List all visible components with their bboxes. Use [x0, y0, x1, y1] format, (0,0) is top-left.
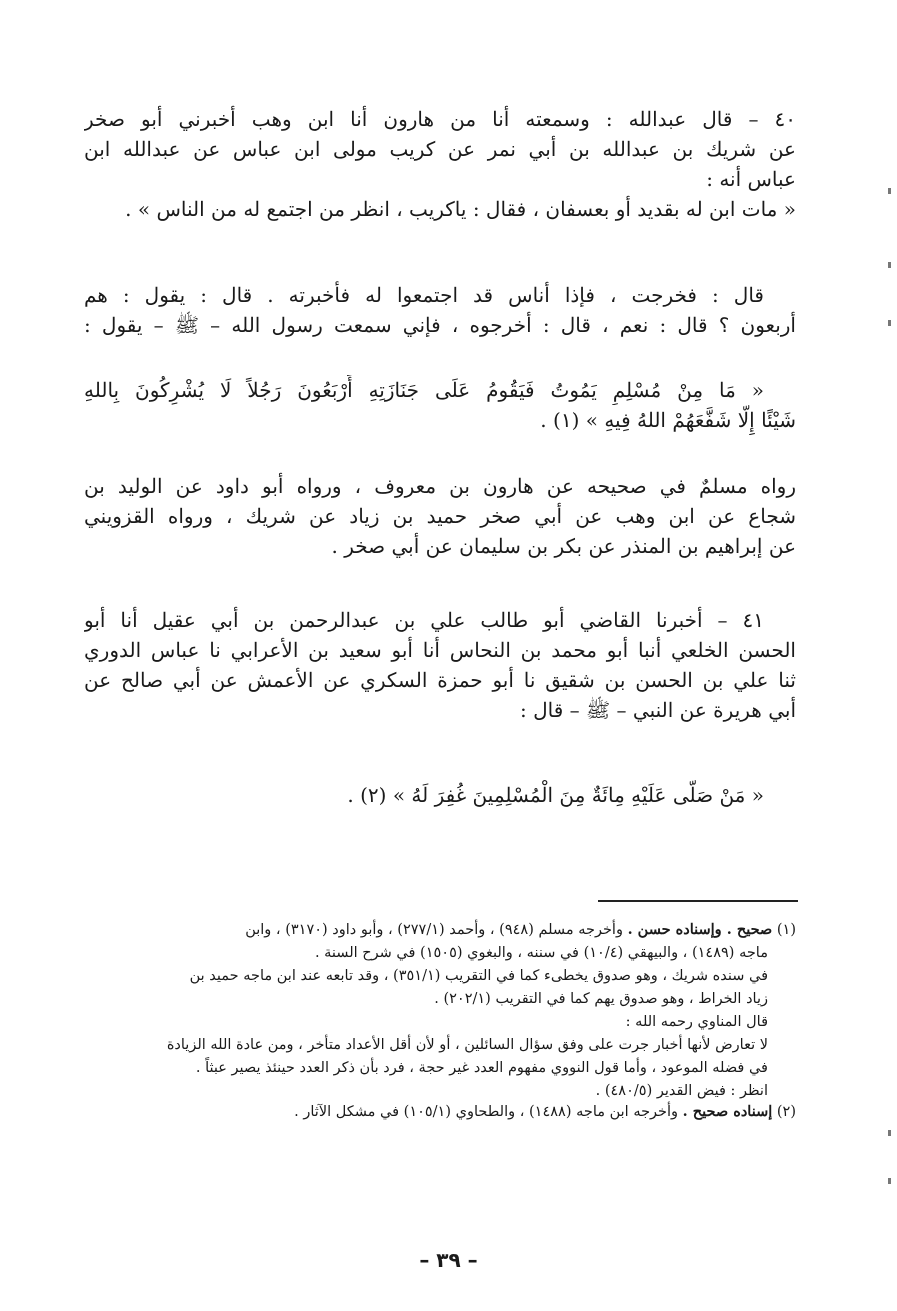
- footnote-number: (١): [776, 922, 796, 938]
- footnote-line: لا تعارض لأنها أخبار جرت على وفق سؤال السائلين ، أو لأن أقل الأعداد متأخر ، ومن عادة الله الزيادة: [166, 1037, 768, 1053]
- takhrij-paragraph: [84, 471, 796, 561]
- text-line: ثنا علي بن الحسن بن شقيق نا أبو حمزة السكري عن الأعمش عن أبي صالح عن: [84, 668, 796, 692]
- scan-mark: [888, 1178, 891, 1184]
- footnote-text: وأخرجه ابن ماجه (١٤٨٨) ، والطحاوي (١٠٥/١) في مشكل الآثار .: [294, 1104, 679, 1120]
- scan-mark: [888, 188, 891, 194]
- footnote-line: في فضله الموعود ، وأما قول النووي مفهوم العدد غير حجة ، فرد بأن ذكر العدد حينئذ يصير عبثاً .: [195, 1060, 768, 1076]
- footnote-line: ماجه (١٤٨٩) ، والبيهقي (١٠/٤) في سننه ، والبغوي (١٥٠٥) في شرح السنة .: [314, 945, 768, 961]
- matn-line: « مَنْ صَلَّى عَلَيْهِ مِائَةٌ مِنَ الْمُسْلِمِينَ غُفِرَ لَهُ » (٢) .: [347, 783, 764, 807]
- text-line: عباس أنه :: [706, 167, 796, 191]
- hadith-41-matn: [84, 780, 796, 810]
- text-line: ٤٠ – قال عبدالله : وسمعته أنا من هارون أنا ابن وهب أخبرني أبو صخر: [84, 107, 796, 131]
- scan-mark: [888, 320, 891, 326]
- text-line: شجاع عن ابن وهب عن أبي صخر حميد بن زياد عن شريك ، ورواه القزويني: [84, 504, 796, 528]
- footnote-number: (٢): [776, 1104, 796, 1120]
- footnote-grade: صحيح . وإسناده حسن .: [627, 921, 773, 938]
- quote-line: « مات ابن له بقديد أو بعسفان ، فقال : ياكريب ، انظر من اجتمع له من الناس » .: [125, 197, 796, 221]
- scan-mark: [888, 262, 891, 268]
- footnote-line: [84, 918, 796, 942]
- footnote-line: في سنده شريك ، وهو صدوق يخطىء كما في التقريب (٣٥١/١) ، وقد تابعه عند ابن ماجه حميد بن: [189, 968, 768, 984]
- hadith-40-isnad: [84, 104, 796, 224]
- footnote-separator: [598, 900, 798, 902]
- text-line: رواه مسلمٌ في صحيحه عن هارون بن معروف ، ورواه أبو داود عن الوليد بن: [84, 474, 796, 498]
- matn-line: « مَا مِنْ مُسْلِمٍ يَمُوتُ فَيَقُومُ عَلَى جَنَازَتِهِ أَرْبَعُونَ رَجُلاً لَا يُشْرِكُونَ بِاللهِ: [84, 378, 764, 402]
- footnote-grade: إسناده صحيح .: [682, 1103, 773, 1120]
- footnote-text: وأخرجه مسلم (٩٤٨) ، وأحمد (٢٧٧/١) ، وأبو داود (٣١٧٠) ، وابن: [245, 922, 623, 938]
- text-line: عن إبراهيم بن المنذر عن بكر بن سليمان عن أبي صخر .: [331, 534, 796, 558]
- text-line: أربعون ؟ قال : نعم ، قال : أخرجوه ، فإني سمعت رسول الله – ﷺ – يقول :: [84, 313, 796, 337]
- text-line: الحسن الخلعي أنبا أبو محمد بن النحاس أنا أبو سعيد بن الأعرابي نا عباس الدوري: [84, 638, 796, 662]
- hadith-41-isnad: [84, 605, 796, 725]
- text-line: عن شريك بن عبدالله بن أبي نمر عن كريب مولى ابن عباس عن عبدالله ابن: [84, 137, 796, 161]
- hadith-40-matn: [84, 375, 796, 435]
- footnote-line: [84, 1100, 796, 1124]
- footnote-line: زياد الخراط ، وهو صدوق يهم كما في التقريب (٢٠٢/١) .: [434, 991, 768, 1007]
- scan-mark: [888, 1130, 891, 1136]
- footnote-line: انظر : فيض القدير (٤٨٠/٥) .: [595, 1083, 768, 1099]
- footnote-1: [84, 918, 796, 1103]
- footnote-2: [84, 1100, 796, 1124]
- text-line: ٤١ – أخبرنا القاضي أبو طالب علي بن عبدالرحمن بن أبي عقيل أنا أبو: [84, 608, 764, 632]
- page-number: – ٣٩ –: [419, 1248, 478, 1272]
- hadith-40-narration: [84, 280, 796, 340]
- footnote-line: قال المناوي رحمه الله :: [625, 1014, 768, 1030]
- text-line: أبي هريرة عن النبي – ﷺ – قال :: [520, 698, 796, 722]
- text-line: قال : فخرجت ، فإذا أناس قد اجتمعوا له فأخبرته . قال : يقول : هم: [84, 283, 764, 307]
- matn-line: شَيْئًا إِلَّا شَفَّعَهُمْ اللهُ فِيهِ » (١) .: [540, 408, 796, 432]
